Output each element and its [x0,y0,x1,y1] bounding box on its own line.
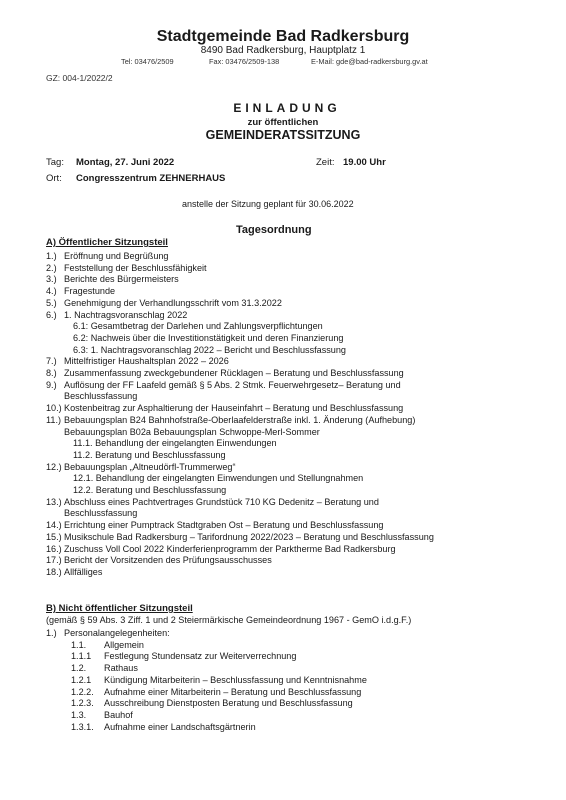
agenda-item-number: 11.) [46,414,61,425]
agenda-subitem-number: 1.2. [71,663,87,674]
agenda-subitem-number: 1.2.2. [71,686,94,697]
agenda-item-number: 10.) [46,403,62,414]
agenda-item-text: Zusammenfassung zweckgebundener Rücklagen – Beratung und Beschlussfassung [64,368,404,378]
org-email: E-Mail: gde@bad-radkersburg.gv.at [311,57,428,66]
agenda-subitem-text: 11.1. Behandlung der eingelangten Einwendungen [73,438,277,449]
agenda-item-number: 7.) [46,356,57,367]
location-value: Congresszentrum ZEHNERHAUS [76,173,226,184]
agenda-item-number: 9.) [46,379,57,390]
agenda-subitem-text: Aufnahme einer Landschaftsgärtnerin [104,721,256,732]
agenda-title: Tagesordnung [236,224,312,236]
org-address: 8490 Bad Radkersburg, Hauptplatz 1 [200,45,366,56]
org-fax: Fax: 03476/2509-138 [209,57,280,66]
agenda-subitem-number: 1.2.3. [71,698,94,709]
agenda-item-number: 4.) [46,286,57,297]
org-phone: Tel: 03476/2509 [121,57,174,66]
time-value: 19.00 Uhr [343,157,386,168]
agenda-item-text: Kostenbeitrag zur Asphaltierung der Hauseinfahrt – Beratung und Beschlussfassung [64,403,404,414]
agenda-item-number: 14.) [46,520,62,531]
meeting-type: GEMEINDERATSSITZUNG [205,128,361,142]
agenda-item-text: Abschluss eines Pachtvertrages Grundstück 710 KG Dedenitz – Beratung und [64,496,379,507]
agenda-item-text: Genehmigung der Verhandlungsschrift vom 31.3.2022 [64,297,282,308]
agenda-subitem-text: Rathaus [104,663,138,674]
agenda-subitem-text: Festlegung Stundensatz zur Weiterverrechnung [104,651,297,662]
agenda-subitem-text: 6.2: Nachweis über die Investitionstätigkeit und deren Finanzierung [73,332,344,343]
agenda-item-text: Bebauungsplan B02a Bebauungsplan Schwoppe-Merl-Sommer [64,426,320,437]
agenda-item-number: 5.) [46,297,57,308]
doc-title: EINLADUNG [233,101,341,115]
section-a-title: A) Öffentlicher Sitzungsteil [46,237,168,248]
agenda-item-number: 2.) [46,262,57,273]
agenda-subitem-text: Allgemein [104,639,144,650]
agenda-item-text: Beschlussfassung [64,508,138,519]
agenda-subitem-text: 6.3: 1. Nachtragsvoranschlag 2022 – Bericht und Beschlussfassung [73,344,346,355]
agenda-subitem-text: 12.1. Behandlung der eingelangten Einwendungen und Stellungnahmen [73,473,364,484]
agenda-item-text: Feststellung der Beschlussfähigkeit [64,262,207,273]
org-name: Stadtgemeinde Bad Radkersburg [156,28,410,45]
agenda-subitem-text: 12.2. Beratung und Beschlussfassung [73,485,227,495]
agenda-item-text: Fragestunde [64,286,116,297]
agenda-item-text: Eröffnung und Begrüßung [64,251,169,261]
section-b-title: B) Nicht öffentlicher Sitzungsteil [46,603,193,614]
agenda-item-number: 15.) [46,531,62,542]
date-value: Montag, 27. Juni 2022 [76,157,175,168]
agenda-item-number: 16.) [46,543,62,554]
date-label: Tag: [46,157,64,168]
agenda-item-number: 3.) [46,274,57,285]
agenda-subitem-text: 6.1: Gesamtbetrag der Darlehen und Zahlungsverpflichtungen [73,321,323,332]
agenda-subitem-number: 1.2.1 [71,674,92,685]
section-b-subtitle: (gemäß § 59 Abs. 3 Ziff. 1 und 2 Steiermärkische Gemeindeordnung 1967 - GemO i.d.g.F.) [46,615,412,625]
agenda-item-text: Auflösung der FF Laafeld gemäß § 5 Abs. 2 Stmk. Feuerwehrgesetz– Beratung und [64,379,401,390]
agenda-item-number: 1.) [46,628,57,638]
agenda-item-text: Zuschuss Voll Cool 2022 Kinderferienprogramm der Parktherme Bad Radkersburg [64,543,396,554]
agenda-item-number: 18.) [46,566,62,577]
agenda-item-text: Allfälliges [64,566,103,577]
agenda-item-number: 8.) [46,368,57,378]
agenda-item-text: Bericht der Vorsitzenden des Prüfungsausschusses [64,555,272,566]
agenda-subitem-number: 1.1. [71,639,87,650]
agenda-subitem-text: Kündigung Mitarbeiterin – Beschlussfassung und Kenntnisnahme [104,674,367,685]
rescheduled-note: anstelle der Sitzung geplant für 30.06.2022 [182,199,354,209]
agenda-item-text: Musikschule Bad Radkersburg – Tarifordnung 2022/2023 – Beratung und Beschlussfassung [64,531,434,542]
agenda-item-number: 17.) [46,555,62,566]
agenda-item-text: Bebauungsplan „Altneudörfl-Trummerweg“ [64,461,236,472]
agenda-item-number: 12.) [46,461,62,472]
agenda-item-number: 13.) [46,496,62,507]
location-label: Ort: [46,173,62,184]
agenda-item-text: 1. Nachtragsvoranschlag 2022 [64,309,188,320]
time-label: Zeit: [316,157,335,168]
agenda-subitem-text: Aufnahme einer Mitarbeiterin – Beratung und Beschlussfassung [104,686,362,697]
agenda-item-number: 6.) [46,309,57,320]
agenda-item-text: Errichtung einer Pumptrack Stadtgraben Ost – Beratung und Beschlussfassung [64,520,384,531]
agenda-subitem-number: 1.1.1 [71,651,92,662]
agenda-item-text: Mittelfristiger Haushaltsplan 2022 – 2026 [64,356,229,367]
agenda-item-text: Berichte des Bürgermeisters [64,274,179,285]
agenda-subitem-text: 11.2. Beratung und Beschlussfassung [73,449,226,460]
agenda-subitem-number: 1.3. [71,709,87,720]
agenda-item-text: Personalangelegenheiten: [64,628,170,638]
agenda-item-text: Bebauungsplan B24 Bahnhofstraße-Oberlaafelderstraße inkl. 1. Änderung (Aufhebung) [64,414,416,425]
doc-subtitle: zur öffentlichen [247,117,319,128]
agenda-subitem-text: Ausschreibung Dienstposten Beratung und Beschlussfassung [104,698,353,709]
agenda-item-text: Beschlussfassung [64,391,138,402]
agenda-subitem-text: Bauhof [104,709,133,720]
agenda-subitem-number: 1.3.1. [71,721,94,732]
agenda-item-number: 1.) [46,251,57,261]
reference-number: GZ: 004-1/2022/2 [46,73,113,83]
